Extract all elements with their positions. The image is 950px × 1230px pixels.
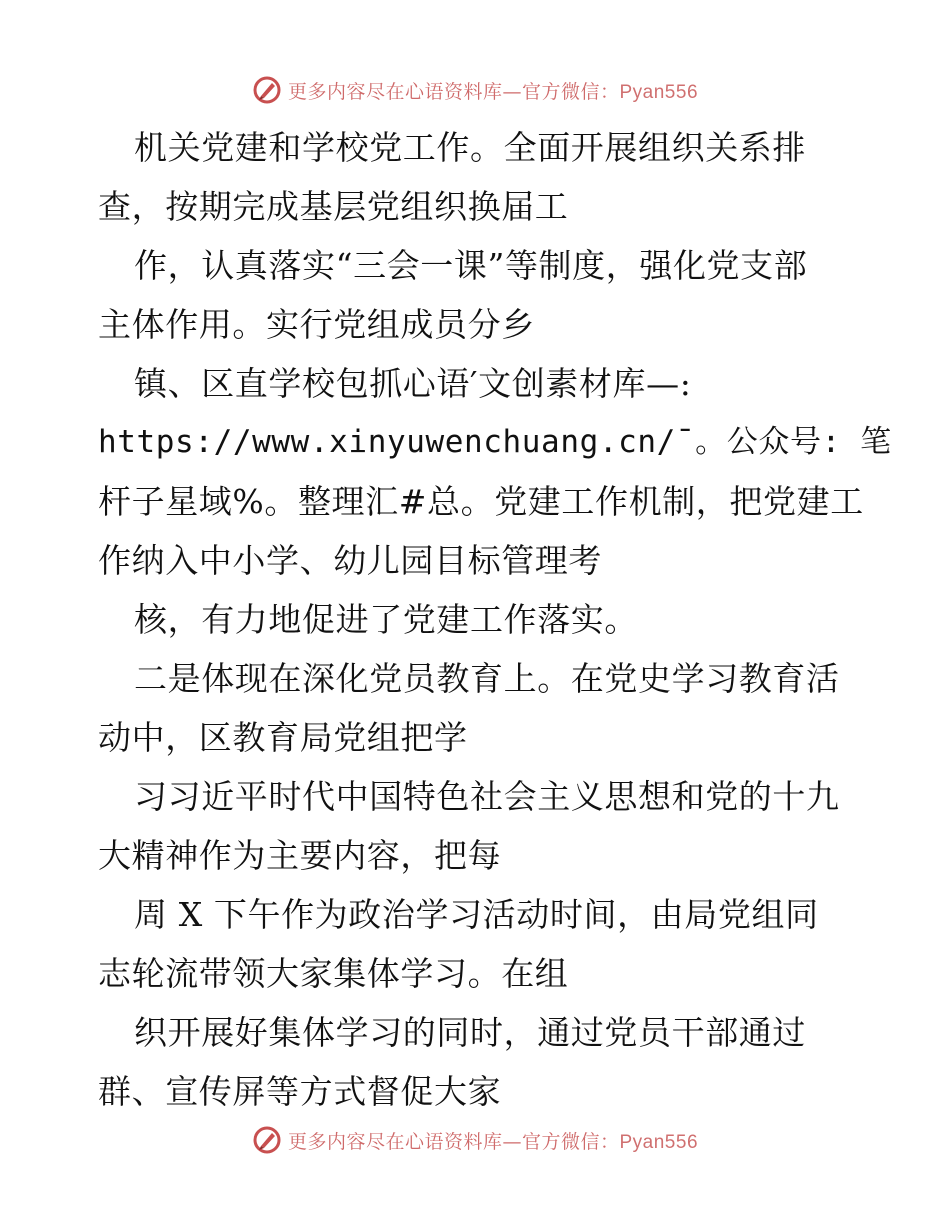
text-line: 杆子星域%。整理汇#总。党建工作机制，把党建工 bbox=[98, 482, 864, 521]
text-line: 查，按期完成基层党组织换届工 bbox=[98, 187, 569, 226]
text-line: 主体作用。实行党组成员分乡 bbox=[98, 305, 535, 344]
banner-wechat-id: Pyan556 bbox=[619, 1131, 699, 1153]
quill-pen-circle-icon bbox=[252, 1125, 282, 1155]
text-line: 作，认真落实“三会一课”等制度，强化党支部 bbox=[134, 246, 808, 285]
header-banner bbox=[0, 70, 950, 110]
text-line: 作纳入中小学、幼儿园目标管理考 bbox=[98, 541, 602, 580]
text-line: 群、宣传屏等方式督促大家 bbox=[98, 1072, 502, 1111]
text-line: 二是体现在深化党员教育上。在党史学习教育活 bbox=[134, 659, 840, 698]
text-line: 核，有力地促进了党建工作落实。 bbox=[134, 600, 638, 639]
document-body bbox=[98, 118, 892, 1121]
text-line: https://www.xinyuwenchuang.cn/¯。公众号: 笔 bbox=[98, 424, 892, 460]
quill-pen-circle-icon bbox=[252, 75, 282, 105]
banner-wechat-id: Pyan556 bbox=[619, 81, 699, 103]
banner-text: 更多内容尽在心语资料库—官方微信：Pyan556 bbox=[287, 80, 699, 103]
text-line: 机关党建和学校党工作。全面开展组织关系排 bbox=[134, 128, 806, 167]
text-line: 织开展好集体学习的同时，通过党员干部通过 bbox=[134, 1013, 806, 1052]
text-line: 周 X 下午作为政治学习活动时间，由局党组同 bbox=[134, 895, 819, 934]
text-line: 动中，区教育局党组把学 bbox=[98, 718, 468, 757]
text-line: 志轮流带领大家集体学习。在组 bbox=[98, 954, 569, 993]
text-line: 大精神作为主要内容，把每 bbox=[98, 836, 502, 875]
text-line: 习习近平时代中国特色社会主义思想和党的十九 bbox=[134, 777, 840, 816]
banner-text: 更多内容尽在心语资料库—官方微信：Pyan556 bbox=[287, 1130, 699, 1153]
text-line: 镇、区直学校包抓心语′文创素材库—: bbox=[134, 364, 692, 403]
footer-banner bbox=[0, 1120, 950, 1160]
